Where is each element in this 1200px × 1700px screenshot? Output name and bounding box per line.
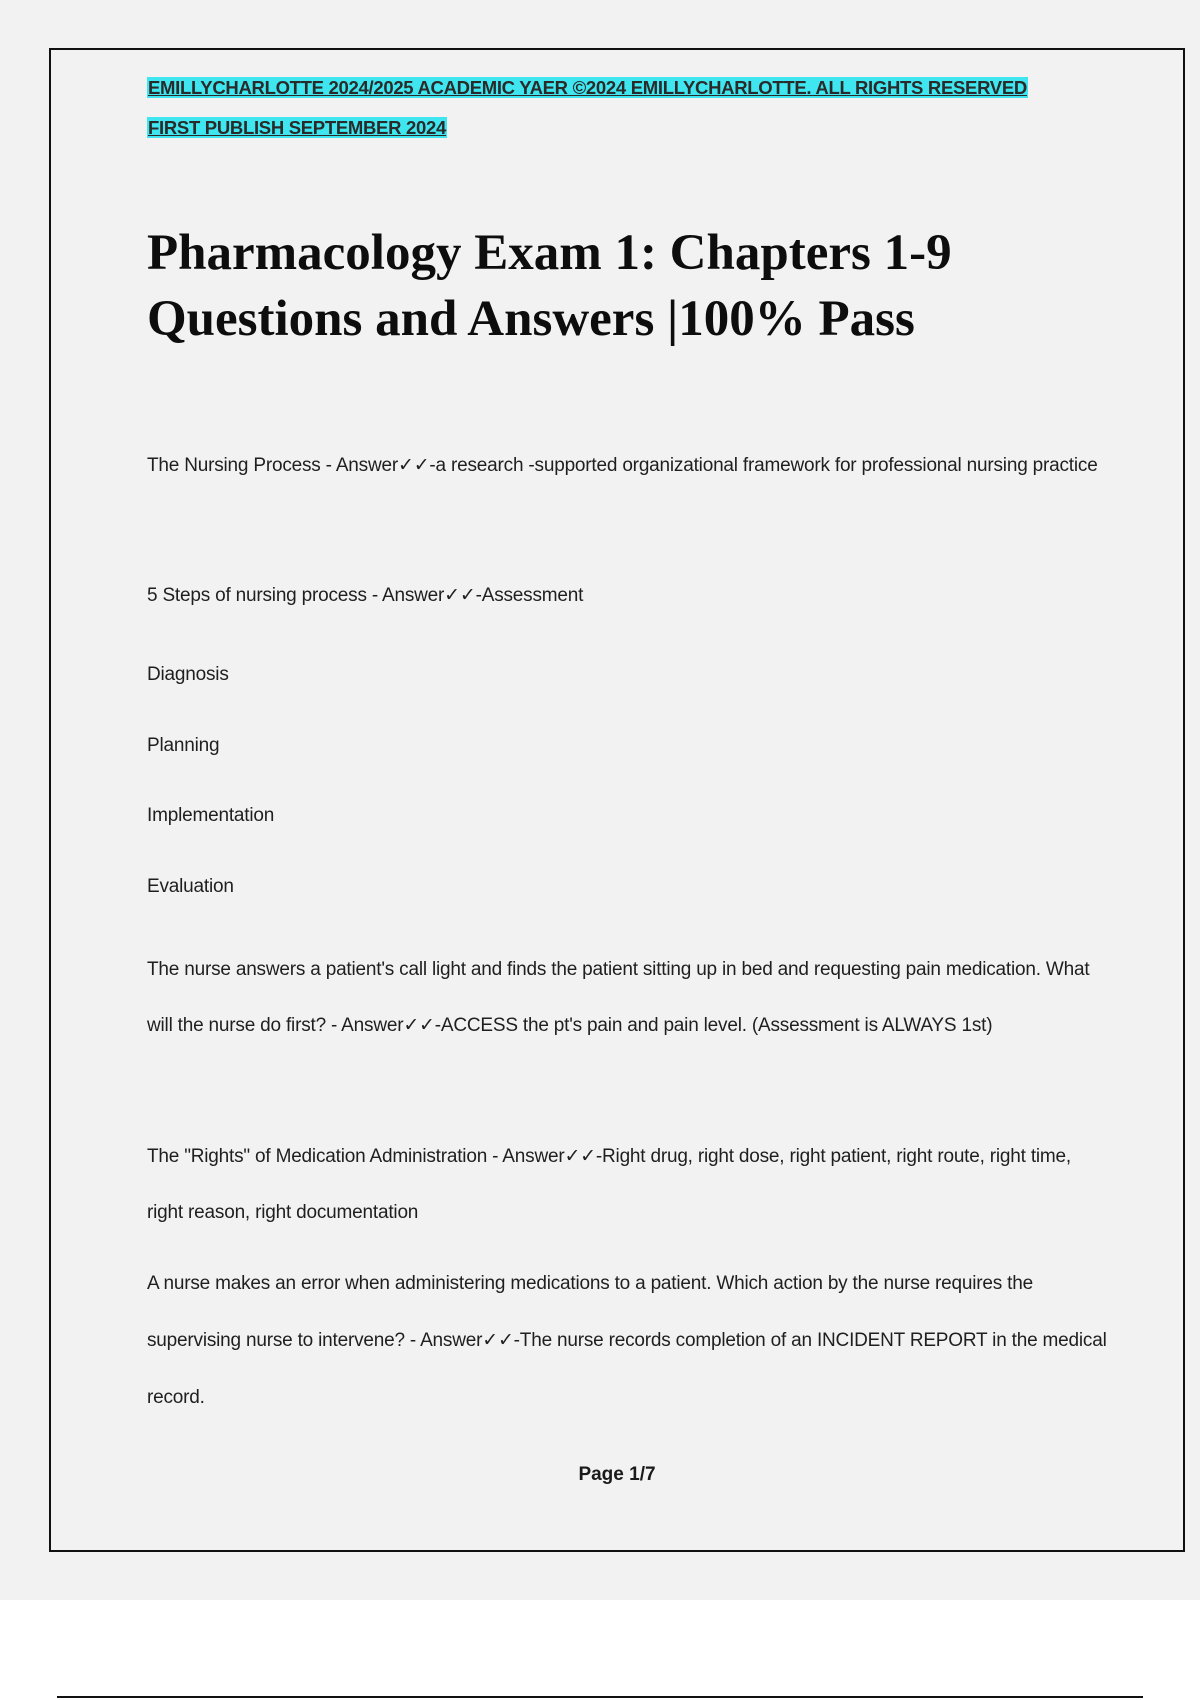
qa-item: The "Rights" of Medication Administration - Answer✓✓-Right drug, right dose, right patient, right route, right time, right reason, right documentation [147, 1146, 1071, 1223]
qa-item: A nurse makes an error when administering medications to a patient. Which action by the nurse requires the supervising nurse to intervene? - Answer✓✓-The nurse records completion of an INCIDENT REPORT in the medical record. [147, 1273, 1107, 1408]
step-item: Implementation [147, 805, 275, 826]
step-item: Diagnosis [147, 664, 229, 685]
page-number: Page 1/7 [578, 1464, 656, 1485]
step-item: Evaluation [147, 875, 234, 897]
copyright-text: EMILLYCHARLOTTE 2024/2025 ACADEMIC YAER ©2024 EMILLYCHARLOTTE. ALL RIGHTS RESERVED [148, 77, 1027, 98]
publish-text: FIRST PUBLISH SEPTEMBER 2024 [148, 117, 446, 138]
qa-item: The Nursing Process - Answer✓✓-a research -supported organizational framework for professional nursing practice [147, 455, 1098, 476]
qa-item: The nurse answers a patient's call light and finds the patient sitting up in bed and requesting pain medication. What will the nurse do first? - Answer✓✓-ACCESS the pt's pain and pain level. (Assessment is ALWAYS 1st) [147, 959, 1090, 1036]
steps-list [147, 640, 1107, 922]
next-page-divider [57, 1696, 1143, 1698]
copyright-header [147, 76, 1028, 100]
document-title: Pharmacology Exam 1: Chapters 1-9 Questions and Answers |100% Pass [147, 225, 952, 347]
publish-header [147, 116, 447, 140]
qa-item: 5 Steps of nursing process - Answer✓✓-Assessment [147, 585, 584, 606]
step-item: Planning [147, 734, 220, 756]
document-page [49, 48, 1185, 1552]
